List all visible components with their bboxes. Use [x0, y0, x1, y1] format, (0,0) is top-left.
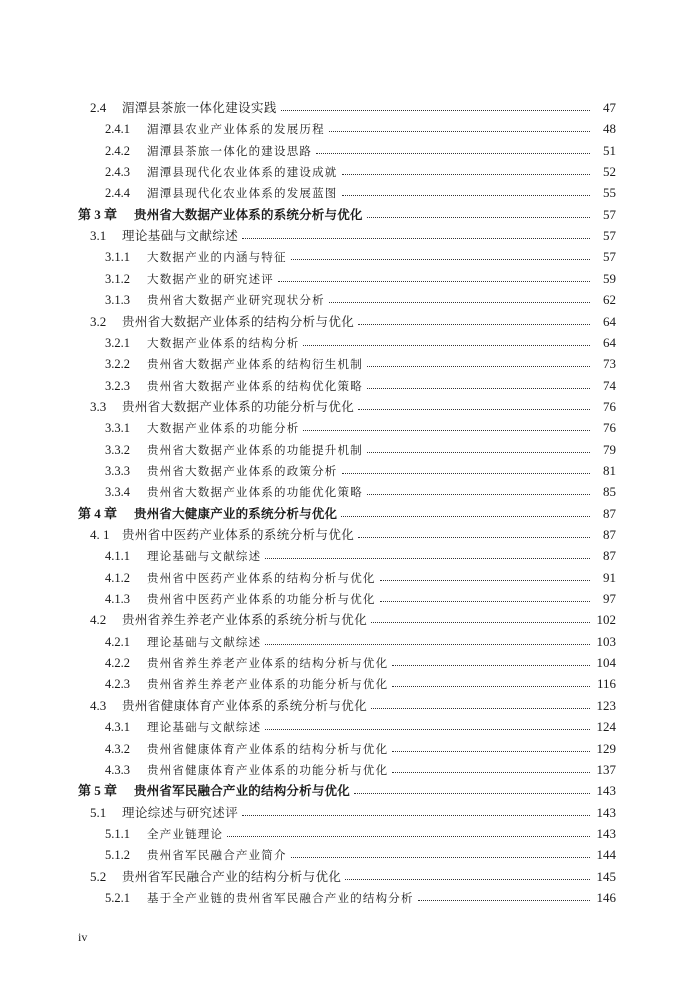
toc-dot-leader [242, 238, 590, 239]
toc-entry-label [0, 121, 325, 137]
toc-entry-label [0, 164, 338, 180]
toc-entry-title: 大数据产业的研究述评 [147, 271, 274, 286]
toc-entry-label [0, 803, 238, 821]
toc-entry-title: 大数据产业体系的结构分析 [147, 335, 300, 350]
toc-entry-label [0, 249, 287, 265]
toc-entry-title: 理论基础与文献综述 [147, 720, 262, 735]
toc-entry[interactable] [0, 523, 616, 543]
toc-entry-number: 第 4 章 [78, 505, 118, 521]
toc-entry-label [0, 503, 337, 522]
toc-entry-title: 湄潭县茶旅一体化的建设思路 [147, 143, 313, 158]
toc-entry-label [0, 271, 274, 287]
toc-entry-page: 146 [596, 889, 616, 905]
toc-entry-number: 4.1.1 [105, 549, 130, 564]
toc-entry-label [0, 378, 363, 394]
toc-entry-number: 4.2.1 [105, 634, 130, 649]
toc-entry-number: 3.3.4 [105, 485, 130, 500]
toc-entry-label [0, 525, 354, 543]
toc-entry[interactable] [0, 651, 616, 671]
toc-entry-title: 大数据产业体系的功能分析 [147, 421, 300, 436]
toc-entry-number: 3.1.1 [105, 250, 130, 265]
toc-dot-leader [265, 644, 590, 645]
toc-entry-page: 59 [603, 270, 616, 286]
toc-entry[interactable] [0, 865, 616, 885]
toc-entry-label [0, 610, 367, 628]
toc-entry-label [0, 890, 414, 906]
toc-entry[interactable] [0, 181, 616, 201]
toc-entry-page: 104 [596, 655, 616, 671]
toc-entry-title: 理论基础与文献综述 [147, 549, 262, 564]
toc-entry-title: 湄潭县农业产业体系的发展历程 [147, 122, 325, 137]
toc-dot-leader [303, 430, 590, 431]
toc-entry[interactable] [0, 801, 616, 821]
toc-entry-page: 143 [596, 783, 616, 799]
toc-entry-label [0, 356, 363, 372]
toc-entry-label [0, 226, 238, 244]
toc-entry[interactable] [0, 502, 616, 522]
toc-dot-leader [358, 537, 590, 538]
toc-entry-title: 贵州省养生养老产业体系的系统分析与优化 [122, 612, 368, 628]
toc-entry-number: 5.2.1 [105, 890, 130, 905]
toc-entry-label [0, 185, 338, 201]
toc-entry[interactable] [0, 96, 616, 116]
toc-entry-page: 81 [603, 462, 616, 478]
toc-entry-title: 贵州省养生养老产业体系的功能分析与优化 [147, 677, 389, 692]
toc-entry-title: 贵州省大健康产业的系统分析与优化 [134, 505, 338, 521]
toc-entry-number: 4.1.2 [105, 570, 130, 585]
toc-entry-label [0, 655, 388, 671]
toc-entry-label [0, 780, 350, 799]
toc-entry-number: 3.2.3 [105, 378, 130, 393]
toc-entry-number: 2.4.2 [105, 143, 130, 158]
toc-entry-title: 贵州省养生养老产业体系的结构分析与优化 [147, 656, 389, 671]
toc-entry-title: 贵州省大数据产业体系的结构衍生机制 [147, 357, 363, 372]
toc-entry[interactable] [0, 480, 616, 500]
toc-entry-page: 57 [603, 206, 616, 222]
toc-entry-number: 4.3 [90, 697, 107, 713]
toc-entry[interactable] [0, 117, 616, 137]
toc-entry-number: 2.4.4 [105, 186, 130, 201]
toc-entry-number: 3.3.3 [105, 463, 130, 478]
toc-dot-leader [371, 622, 590, 623]
toc-dot-leader [392, 751, 590, 752]
toc-entry[interactable] [0, 886, 616, 906]
toc-dot-leader [281, 110, 590, 111]
toc-entry-page: 76 [603, 398, 616, 414]
toc-entry-page: 76 [603, 420, 616, 436]
toc-entry-number: 5.1.2 [105, 848, 130, 863]
toc-entry-number: 5.1.1 [105, 826, 130, 841]
toc-entry-title: 贵州省大数据产业体系的结构分析与优化 [122, 313, 355, 329]
toc-entry-label [0, 570, 376, 586]
toc-entry-number: 4.2 [90, 612, 107, 628]
toc-entry[interactable] [0, 737, 616, 757]
toc-entry-number: 3.1 [90, 228, 107, 244]
toc-entry-title: 贵州省中医药产业体系的结构分析与优化 [147, 570, 376, 585]
toc-entry-title: 贵州省大数据产业体系的功能优化策略 [147, 485, 363, 500]
toc-entry[interactable] [0, 374, 616, 394]
toc-dot-leader [380, 580, 590, 581]
toc-dot-leader [227, 836, 590, 837]
toc-entry-label [0, 696, 367, 714]
toc-dot-leader [354, 793, 590, 794]
toc-dot-leader [367, 217, 590, 218]
toc-dot-leader [380, 601, 590, 602]
toc-dot-leader [392, 772, 590, 773]
toc-dot-leader [278, 281, 590, 282]
toc-entry-label [0, 676, 388, 692]
toc-entry[interactable] [0, 331, 616, 351]
toc-entry[interactable] [0, 608, 616, 628]
toc-entry-title: 贵州省中医药产业体系的系统分析与优化 [122, 527, 355, 542]
toc-entry-title: 理论综述与研究述评 [122, 804, 239, 820]
toc-entry-label [0, 463, 338, 479]
toc-entry[interactable] [0, 630, 616, 650]
toc-entry-title: 贵州省大数据产业体系的结构优化策略 [147, 378, 363, 393]
toc-dot-leader [367, 452, 590, 453]
toc-entry-label [0, 826, 223, 842]
toc-entry-page: 129 [596, 740, 616, 756]
toc-entry-page: 79 [603, 441, 616, 457]
toc-entry-page: 64 [603, 334, 616, 350]
toc-entry-page: 102 [596, 612, 616, 628]
toc-entry-title: 理论基础与文献综述 [147, 634, 262, 649]
toc-entry-title: 贵州省军民融合产业的结构分析与优化 [134, 783, 350, 799]
toc-dot-leader [367, 494, 590, 495]
toc-entry-number: 第 3 章 [78, 206, 118, 222]
toc-entry-title: 大数据产业的内涵与特征 [147, 250, 287, 265]
toc-dot-leader [342, 473, 591, 474]
toc-entry-label [0, 741, 388, 757]
toc-entry[interactable] [0, 139, 616, 159]
toc-entry-page: 124 [596, 719, 616, 735]
toc-entry-page: 137 [596, 761, 616, 777]
toc-entry-label [0, 591, 376, 607]
toc-entry-label [0, 442, 363, 458]
toc-dot-leader [265, 729, 590, 730]
toc-entry[interactable] [0, 758, 616, 778]
toc-entry-title: 湄潭县现代化农业体系的发展蓝图 [147, 186, 338, 201]
toc-dot-leader [358, 409, 590, 410]
toc-dot-leader [367, 388, 590, 389]
toc-dot-leader [371, 708, 590, 709]
toc-entry-number: 3.3.1 [105, 421, 130, 436]
toc-entry-number: 5.2 [90, 868, 107, 884]
toc-dot-leader [418, 900, 590, 901]
toc-entry[interactable] [0, 267, 616, 287]
toc-dot-leader [392, 686, 590, 687]
toc-entry-page: 123 [596, 697, 616, 713]
toc-entry[interactable] [0, 288, 616, 308]
toc-entry-label [0, 397, 354, 415]
toc-entry[interactable] [0, 587, 616, 607]
page-number-footer: iv [78, 930, 88, 944]
toc-entry-label [0, 420, 299, 436]
toc-entry-page: 64 [603, 313, 616, 329]
toc-entry-number: 4.2.3 [105, 677, 130, 692]
toc-entry-title: 贵州省健康体育产业体系的系统分析与优化 [122, 697, 368, 713]
toc-entry[interactable] [0, 310, 616, 330]
toc-dot-leader [358, 324, 590, 325]
toc-entry-number: 3.3 [90, 398, 107, 414]
toc-entry-page: 116 [596, 676, 616, 692]
toc-entry-label [0, 335, 299, 351]
toc-entry-page: 144 [596, 847, 616, 863]
toc-entry-number: 3.1.3 [105, 293, 130, 308]
toc-entry-label [0, 484, 363, 500]
toc-entry-number: 3.1.2 [105, 271, 130, 286]
toc-entry-label [0, 762, 388, 778]
toc-entry-number: 4.1.3 [105, 592, 130, 607]
toc-entry[interactable] [0, 203, 616, 223]
toc-entry-number: 3.3.2 [105, 442, 130, 457]
toc-entry[interactable] [0, 715, 616, 735]
toc-entry-page: 143 [596, 804, 616, 820]
toc-entry-title: 基于全产业链的贵州省军民融合产业的结构分析 [147, 890, 414, 905]
toc-entry-title: 全产业链理论 [147, 826, 224, 841]
toc-entry-page: 87 [603, 548, 616, 564]
toc-entry-label [0, 634, 261, 650]
toc-entry-number: 2.4.3 [105, 165, 130, 180]
toc-entry-title: 理论基础与文献综述 [122, 228, 239, 244]
toc-entry-label [0, 98, 277, 116]
toc-entry-label [0, 292, 325, 308]
toc-entry[interactable] [0, 843, 616, 863]
toc-entry[interactable] [0, 352, 616, 372]
toc-entry-label [0, 847, 287, 863]
toc-dot-leader [291, 259, 590, 260]
toc-entry-label [0, 312, 354, 330]
toc-entry-page: 87 [603, 505, 616, 521]
toc-entry-number: 3.2 [90, 313, 107, 329]
toc-entry-title: 贵州省大数据产业研究现状分析 [147, 293, 325, 308]
toc-dot-leader [265, 558, 590, 559]
toc-entry-page: 87 [603, 527, 616, 542]
toc-entry[interactable] [0, 779, 616, 799]
toc-entry-page: 52 [603, 164, 616, 180]
toc-entry[interactable] [0, 459, 616, 479]
toc-entry-page: 62 [603, 292, 616, 308]
toc-entry-label [0, 548, 261, 564]
toc-entry-number: 3.2.2 [105, 357, 130, 372]
toc-entry-title: 贵州省大数据产业体系的功能提升机制 [147, 442, 363, 457]
toc-dot-leader [341, 516, 590, 517]
toc-entry[interactable] [0, 566, 616, 586]
toc-dot-leader [392, 665, 590, 666]
toc-entry-page: 57 [603, 249, 616, 265]
toc-dot-leader [342, 174, 591, 175]
toc-entry-label [0, 867, 341, 885]
toc-dot-leader [345, 879, 590, 880]
toc-entry-title: 贵州省军民融合产业的结构分析与优化 [122, 868, 342, 884]
toc-entry-page: 143 [596, 825, 616, 841]
toc-entry-title: 贵州省大数据产业体系的功能分析与优化 [122, 398, 355, 414]
toc-entry[interactable] [0, 694, 616, 714]
toc-dot-leader [342, 195, 591, 196]
toc-dot-leader [329, 131, 590, 132]
toc-entry-title: 贵州省军民融合产业简介 [147, 848, 287, 863]
toc-dot-leader [367, 366, 590, 367]
toc-entry-page: 103 [596, 633, 616, 649]
toc-entry-number: 4.3.2 [105, 741, 130, 756]
toc-entry-label [0, 143, 312, 159]
toc-entry-page: 74 [603, 377, 616, 393]
toc-entry[interactable] [0, 245, 616, 265]
toc-entry-number: 4.3.1 [105, 720, 130, 735]
toc-entry-title: 贵州省健康体育产业体系的功能分析与优化 [147, 762, 389, 777]
toc-entry-page: 55 [603, 185, 616, 201]
toc-entry-number: 4.3.3 [105, 762, 130, 777]
toc-entry-title: 湄潭县现代化农业体系的建设成就 [147, 165, 338, 180]
toc-entry[interactable] [0, 544, 616, 564]
toc-entry-page: 85 [603, 484, 616, 500]
toc-entry-title: 贵州省大数据产业体系的政策分析 [147, 463, 338, 478]
toc-entry-title: 贵州省中医药产业体系的功能分析与优化 [147, 592, 376, 607]
toc-entry-number: 5.1 [90, 804, 107, 820]
toc-dot-leader [329, 302, 590, 303]
toc-entry-page: 145 [596, 868, 616, 884]
toc-dot-leader [242, 815, 590, 816]
toc-entry-title: 贵州省健康体育产业体系的结构分析与优化 [147, 741, 389, 756]
toc-entry-label [0, 719, 261, 735]
toc-entry-page: 48 [603, 121, 616, 137]
toc-entry-number: 4.2.2 [105, 656, 130, 671]
toc-entry[interactable] [0, 438, 616, 458]
toc-entry[interactable] [0, 416, 616, 436]
toc-entry-number: 3.2.1 [105, 335, 130, 350]
toc-entry-page: 57 [603, 228, 616, 244]
toc-entry-page: 51 [603, 142, 616, 158]
toc-entry-number: 第 5 章 [78, 783, 118, 799]
toc-entry-page: 91 [603, 569, 616, 585]
toc-entry-page: 73 [603, 356, 616, 372]
toc-dot-leader [303, 345, 590, 346]
toc-entry-title: 贵州省大数据产业体系的系统分析与优化 [134, 206, 363, 222]
toc-entry[interactable] [0, 224, 616, 244]
toc-dot-leader [316, 153, 590, 154]
toc-entry-page: 47 [603, 100, 616, 115]
toc-entry[interactable] [0, 160, 616, 180]
toc-entry-number: 4. 1 [90, 527, 110, 542]
toc-entry[interactable] [0, 672, 616, 692]
toc-entry-page: 97 [603, 591, 616, 607]
toc-entry-number: 2.4 [90, 100, 107, 115]
toc-entry-number: 2.4.1 [105, 122, 130, 137]
toc-entry[interactable] [0, 822, 616, 842]
toc-dot-leader [291, 857, 590, 858]
toc-entry[interactable] [0, 395, 616, 415]
toc-entry-label [0, 204, 363, 223]
toc-entry-title: 湄潭县茶旅一体化建设实践 [122, 100, 277, 115]
